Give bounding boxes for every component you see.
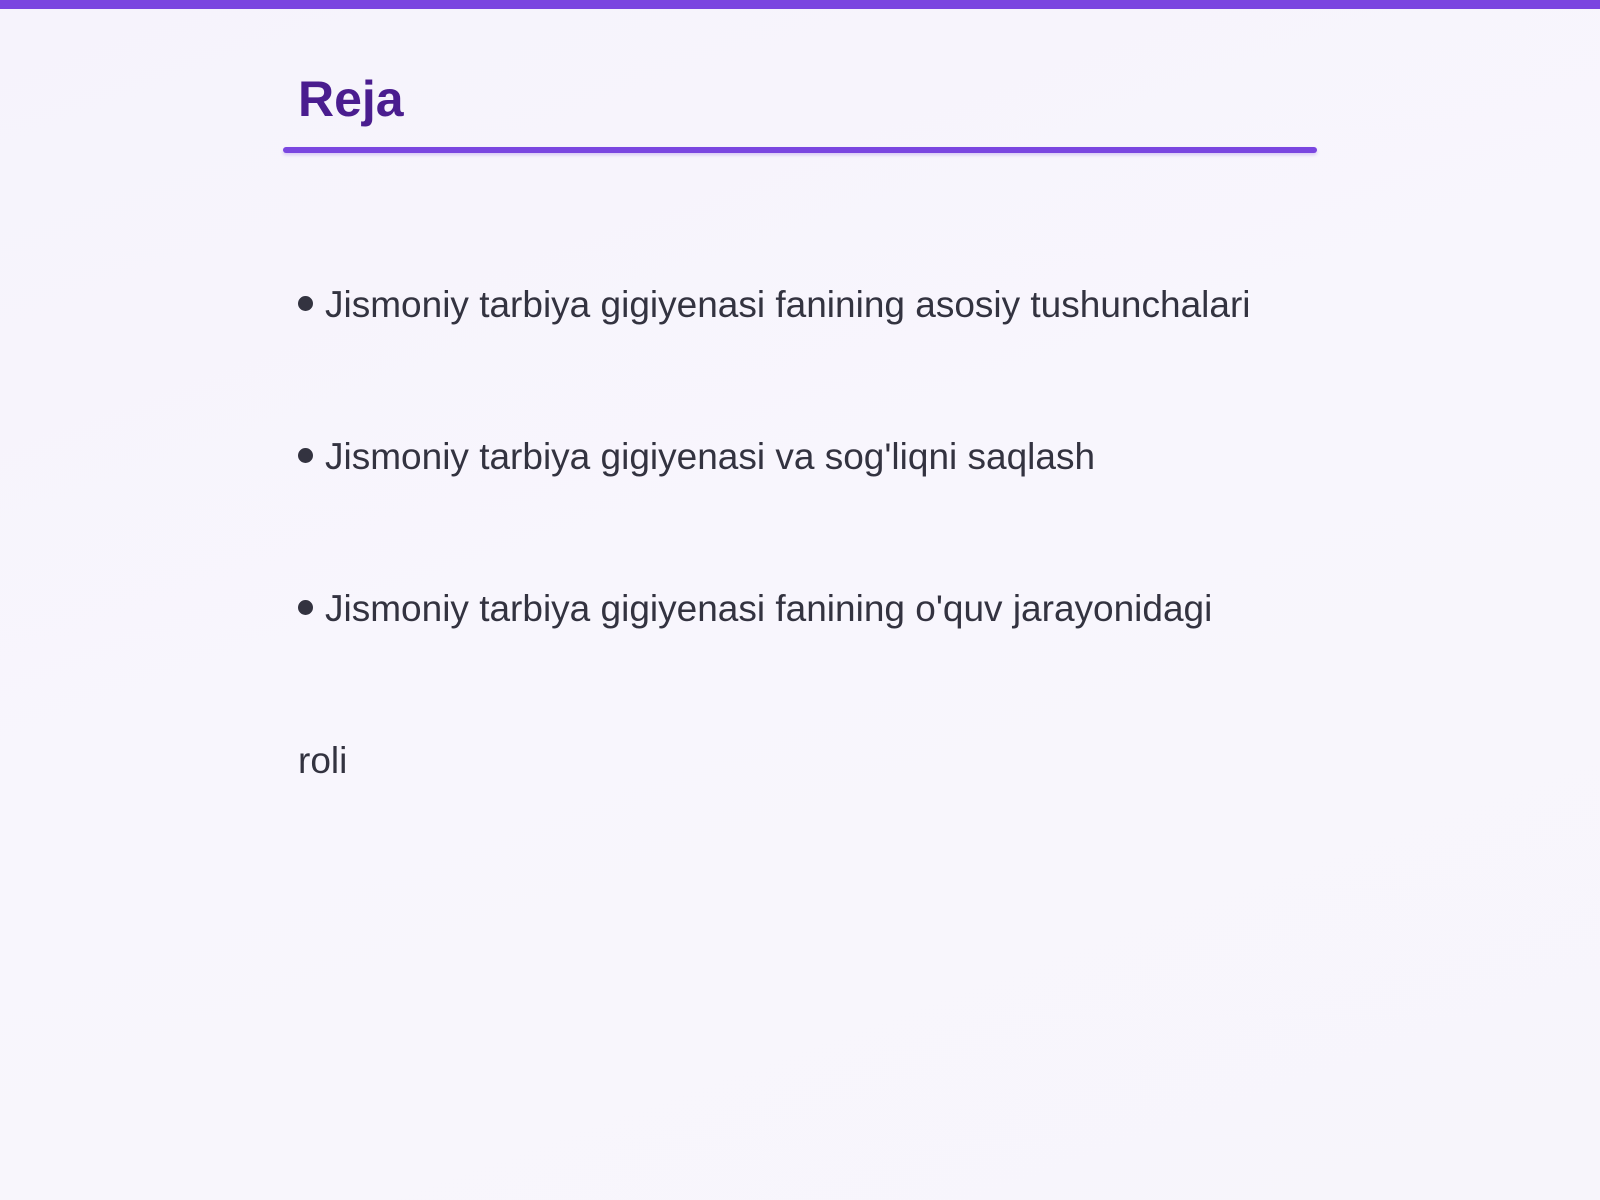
bullet-dot-icon (298, 600, 313, 615)
bullet-item (298, 585, 1212, 633)
slide-title: Reja (298, 71, 404, 127)
bullet-continuation-text: roli (298, 740, 348, 781)
bullet-dot-icon (298, 448, 313, 463)
title-underline (283, 147, 1317, 153)
bullet-item (298, 281, 1251, 329)
bullet-item (298, 433, 1095, 481)
top-accent-bar (0, 0, 1600, 9)
bullet-text: Jismoniy tarbiya gigiyenasi va sog'liqni saqlash (325, 436, 1096, 477)
bullet-text: Jismoniy tarbiya gigiyenasi fanining asosiy tushunchalari (325, 284, 1251, 325)
bullet-text: Jismoniy tarbiya gigiyenasi fanining o'quv jarayonidagi (325, 588, 1213, 629)
bullet-dot-icon (298, 296, 313, 311)
